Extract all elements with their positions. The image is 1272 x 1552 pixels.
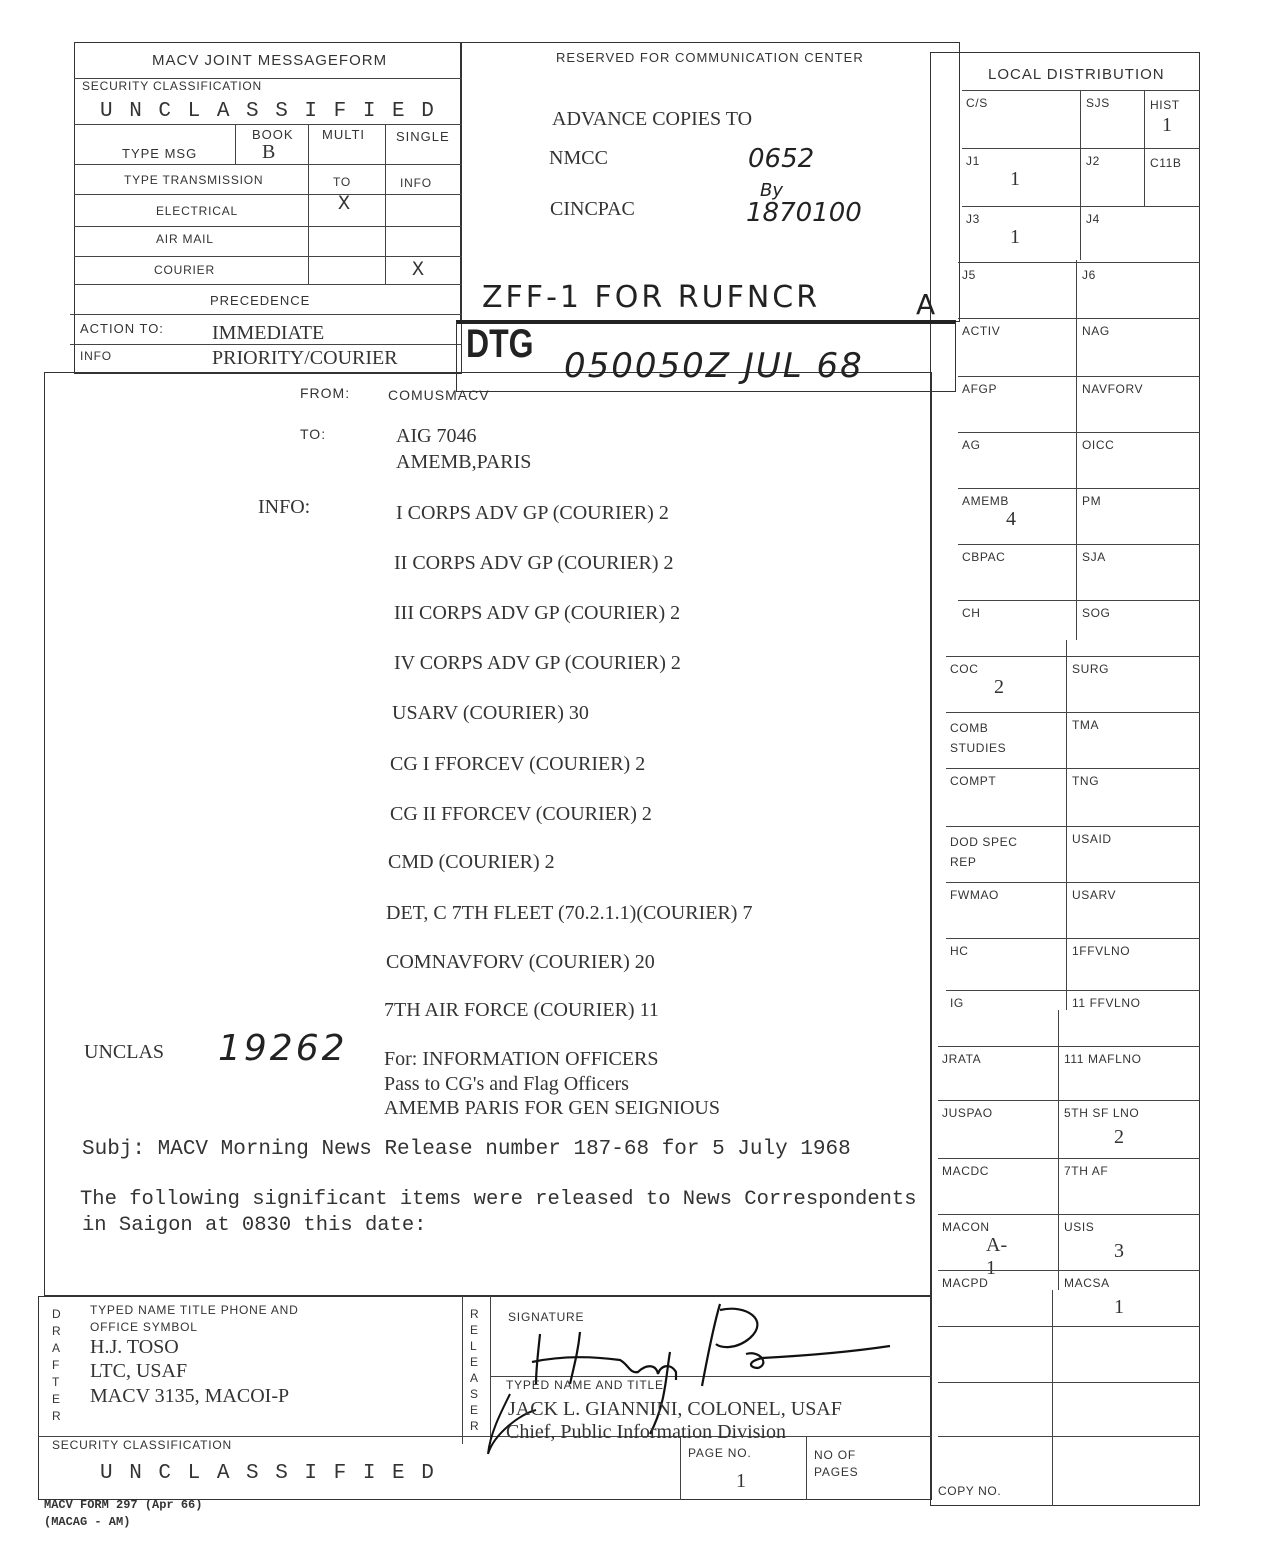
comm-center-title: RESERVED FOR COMMUNICATION CENTER [556, 50, 864, 65]
handwritten-message-number: 19262 [218, 1028, 348, 1069]
distribution-row-divider [962, 148, 1200, 149]
from-value: COMUSMACV [388, 387, 490, 403]
distribution-office-label: TNG [1072, 774, 1100, 788]
distribution-row-divider [946, 938, 1200, 939]
distribution-office-label: DOD SPEC REP [950, 835, 1018, 869]
distribution-row-divider [946, 656, 1200, 657]
releaser-vertical-label: RELEASER [470, 1307, 479, 1433]
distribution-office-label: TMA [1072, 718, 1100, 732]
distribution-copy-count: 1 [1162, 114, 1172, 136]
distribution-office-label: SURG [1072, 662, 1110, 676]
distribution-row-divider [946, 768, 1200, 769]
distribution-copy-count: 1 [1010, 226, 1020, 248]
distribution-office-label: MACDC [942, 1164, 989, 1178]
distribution-office-label: SOG [1082, 606, 1111, 620]
distribution-row-divider [938, 1382, 1200, 1383]
advance-copies-label: ADVANCE COPIES TO [552, 108, 753, 130]
for-line: Pass to CG's and Flag Officers [384, 1073, 629, 1095]
handwritten-a: A [916, 288, 936, 321]
distribution-office-label: CBPAC [962, 550, 1006, 564]
body-line: The following significant items were released to News Correspondents [80, 1188, 917, 1211]
to-line: AMEMB,PARIS [396, 451, 532, 473]
airmail-label: AIR MAIL [156, 232, 214, 246]
book-label: BOOK [252, 127, 294, 142]
distribution-office-label: SJA [1082, 550, 1106, 564]
handwritten-0652: 0652 [748, 144, 815, 174]
action-to-label: ACTION TO: [80, 321, 164, 336]
info-line: III CORPS ADV GP (COURIER) 2 [394, 602, 681, 624]
distribution-office-label: NAG [1082, 324, 1110, 338]
page-no-label: PAGE NO. [688, 1446, 752, 1460]
security-classification-label: SECURITY CLASSIFICATION [82, 79, 262, 93]
distribution-copy-count: 4 [1006, 508, 1016, 530]
drafter-line: LTC, USAF [90, 1360, 188, 1382]
handwritten-1870100: 1870100 [746, 198, 862, 228]
drafter-line: MACV 3135, MACOI-P [90, 1385, 290, 1407]
releaser-line: Chief, Public Information Division [506, 1421, 786, 1443]
distribution-copy-count: 1 [1010, 168, 1020, 190]
info-row-value: PRIORITY/COURIER [212, 347, 398, 369]
handwritten-by: By [760, 180, 784, 201]
info-line: I CORPS ADV GP (COURIER) 2 [396, 502, 669, 524]
distribution-office-label: USIS [1064, 1220, 1095, 1234]
security-classification-value: U N C L A S S I F I E D [100, 100, 436, 123]
drafter-vertical-label: DRAFTER [52, 1307, 61, 1423]
distribution-office-label: HIST [1150, 98, 1180, 112]
distribution-office-label: J5 [962, 268, 976, 282]
distribution-office-label: AFGP [962, 382, 998, 396]
info-line: COMNAVFORV (COURIER) 20 [386, 951, 655, 973]
form-id: (MACAG - AM) [44, 1515, 131, 1529]
distribution-office-label: 11 FFVLNO [1072, 996, 1141, 1010]
dtg-label: DTG [466, 322, 534, 366]
nmcc-label: NMCC [549, 147, 608, 169]
from-label: FROM: [300, 385, 351, 401]
distribution-office-label: ACTIV [962, 324, 1001, 338]
info-line: USARV (COURIER) 30 [392, 702, 589, 724]
copy-no-label: COPY NO. [938, 1484, 1002, 1498]
drafter-label: TYPED NAME TITLE PHONE AND [90, 1303, 299, 1317]
distribution-row-divider [958, 432, 1200, 433]
book-value: B [262, 141, 276, 163]
distribution-office-label: SJS [1086, 96, 1110, 110]
unclas-label: UNCLAS [84, 1041, 165, 1063]
distribution-office-label: JUSPAO [942, 1106, 993, 1120]
form-title: MACV JOINT MESSAGEFORM [152, 52, 388, 69]
distribution-office-label: COC [950, 662, 979, 676]
info-line: CG II FFORCEV (COURIER) 2 [390, 803, 652, 825]
distribution-office-label: J6 [1082, 268, 1096, 282]
distribution-row-divider [946, 826, 1200, 827]
distribution-office-label: COMPT [950, 774, 997, 788]
distribution-office-label: OICC [1082, 438, 1115, 452]
multi-label: MULTI [322, 127, 366, 142]
info-line: DET, C 7TH FLEET (70.2.1.1)(COURIER) 7 [386, 902, 753, 924]
typed-name-label: TYPED NAME AND TITLE [506, 1378, 664, 1392]
distribution-copy-count: 3 [1114, 1240, 1124, 1262]
releaser-line: JACK L. GIANNINI, COLONEL, USAF [508, 1398, 842, 1420]
distribution-row-divider [958, 544, 1200, 545]
to-column-label: TO [333, 175, 352, 189]
distribution-row-divider [938, 1326, 1200, 1327]
distribution-row-divider [958, 600, 1200, 601]
drafter-line: H.J. TOSO [90, 1336, 179, 1358]
type-transmission-label: TYPE TRANSMISSION [124, 173, 264, 187]
courier-info-mark: X [412, 259, 425, 282]
info-line: II CORPS ADV GP (COURIER) 2 [394, 552, 674, 574]
distribution-row-divider [946, 712, 1200, 713]
distribution-office-label: PM [1082, 494, 1102, 508]
info-label: INFO: [258, 496, 311, 518]
distribution-office-label: HC [950, 944, 969, 958]
distribution-row-divider [958, 488, 1200, 489]
distribution-copy-count: 1 [1114, 1296, 1124, 1318]
info-row-label: INFO [80, 349, 112, 363]
distribution-row-divider [962, 206, 1200, 207]
type-msg-label: TYPE MSG [122, 146, 198, 161]
info-column-label: INFO [400, 176, 432, 190]
distribution-row-divider [946, 990, 1200, 991]
distribution-office-label: NAVFORV [1082, 382, 1144, 396]
drafter-label: OFFICE SYMBOL [90, 1320, 198, 1334]
local-distribution-title: LOCAL DISTRIBUTION [988, 66, 1165, 83]
distribution-row-divider [938, 1100, 1200, 1101]
distribution-office-label: J4 [1086, 212, 1100, 226]
distribution-office-label: AMEMB [962, 494, 1010, 508]
for-line: AMEMB PARIS FOR GEN SEIGNIOUS [384, 1097, 720, 1119]
info-line: 7TH AIR FORCE (COURIER) 11 [384, 999, 659, 1021]
distribution-office-label: J3 [966, 212, 980, 226]
distribution-row-divider [958, 262, 1200, 263]
dtg-value: 050050Z JUL 68 [564, 346, 864, 386]
electrical-to-mark: X [338, 193, 351, 216]
distribution-row-divider [938, 1158, 1200, 1159]
single-label: SINGLE [396, 129, 450, 144]
distribution-office-label: 111 MAFLNO [1064, 1052, 1142, 1066]
distribution-office-label: 7TH AF [1064, 1164, 1109, 1178]
distribution-office-label: IG [950, 996, 964, 1010]
distribution-office-label: MACSA [1064, 1276, 1110, 1290]
distribution-row-divider [958, 318, 1200, 319]
distribution-office-label: FWMAO [950, 888, 999, 902]
form-id: MACV FORM 297 (Apr 66) [44, 1498, 203, 1512]
distribution-office-label: J1 [966, 154, 980, 168]
handwritten-routing: ZFF-1 FOR RUFNCR [482, 280, 821, 315]
to-line: AIG 7046 [396, 425, 477, 447]
distribution-row-divider [938, 1270, 1200, 1271]
footer-security-value: U N C L A S S I F I E D [100, 1462, 436, 1485]
distribution-copy-count: 2 [1114, 1126, 1124, 1148]
electrical-label: ELECTRICAL [156, 204, 239, 218]
distribution-copy-count: A-1 [986, 1234, 1008, 1279]
distribution-office-label: MACPD [942, 1276, 989, 1290]
distribution-row-divider [938, 1436, 1200, 1437]
signature-label: SIGNATURE [508, 1310, 585, 1324]
page-no-value: 1 [736, 1470, 746, 1492]
distribution-row-divider [938, 1214, 1200, 1215]
action-to-value: IMMEDIATE [212, 322, 325, 344]
body-line: in Saigon at 0830 this date: [82, 1214, 427, 1237]
no-of-pages-label: NO OF [814, 1448, 856, 1462]
info-line: CMD (COURIER) 2 [388, 851, 555, 873]
distribution-office-label: MACON [942, 1220, 990, 1234]
subject-line: Subj: MACV Morning News Release number 187-68 for 5 July 1968 [82, 1138, 851, 1161]
info-line: CG I FFORCEV (COURIER) 2 [390, 753, 646, 775]
distribution-office-label: 5TH SF LNO [1064, 1106, 1140, 1120]
distribution-row-divider [938, 1046, 1200, 1047]
distribution-office-label: J2 [1086, 154, 1100, 168]
distribution-office-label: CH [962, 606, 981, 620]
distribution-office-label: USAID [1072, 832, 1112, 846]
distribution-office-label: C11B [1150, 156, 1182, 170]
distribution-row-divider [958, 376, 1200, 377]
distribution-office-label: JRATA [942, 1052, 982, 1066]
cincpac-label: CINCPAC [550, 198, 635, 220]
to-label: TO: [300, 426, 327, 442]
distribution-office-label: COMB STUDIES [950, 721, 1007, 755]
no-of-pages-label: PAGES [814, 1465, 859, 1479]
distribution-office-label: USARV [1072, 888, 1117, 902]
distribution-office-label: 1FFVLNO [1072, 944, 1131, 958]
distribution-office-label: C/S [966, 96, 988, 110]
distribution-office-label: AG [962, 438, 981, 452]
footer-security-label: SECURITY CLASSIFICATION [52, 1438, 232, 1452]
precedence-label: PRECEDENCE [210, 293, 311, 308]
distribution-copy-count: 2 [994, 676, 1004, 698]
for-line: For: INFORMATION OFFICERS [384, 1048, 659, 1070]
info-line: IV CORPS ADV GP (COURIER) 2 [394, 652, 681, 674]
courier-label: COURIER [154, 263, 215, 277]
distribution-row-divider [946, 882, 1200, 883]
